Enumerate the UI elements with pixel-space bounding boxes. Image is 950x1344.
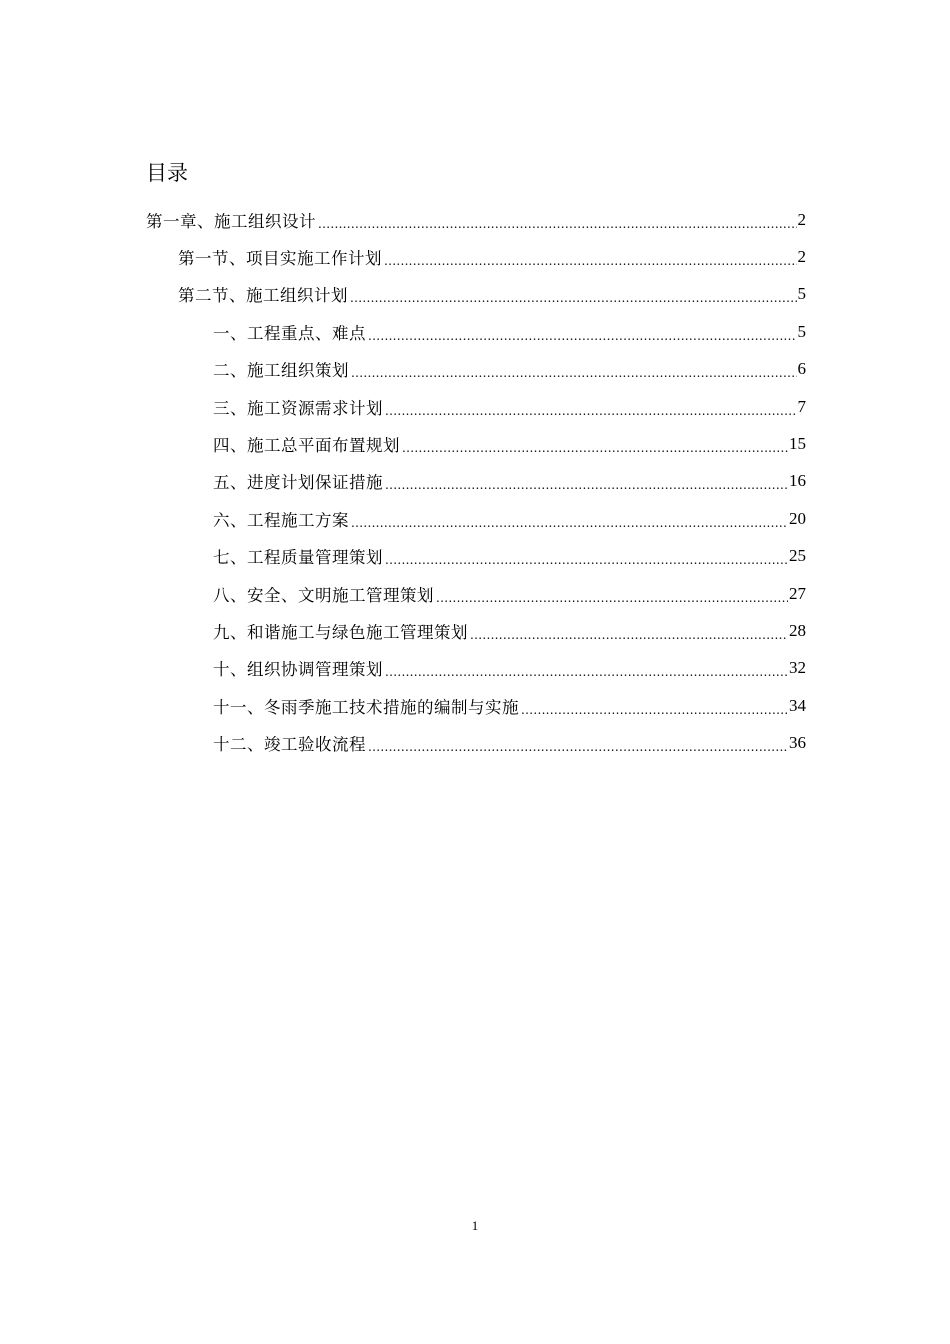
toc-entry-page: 34 xyxy=(789,695,806,715)
toc-entry-page: 6 xyxy=(797,359,806,379)
toc-dot-leader xyxy=(318,218,797,230)
toc-dot-leader xyxy=(351,517,788,529)
toc-entry[interactable] xyxy=(0,575,806,612)
toc-entry-page: 5 xyxy=(797,284,806,304)
toc-entry[interactable] xyxy=(0,500,806,537)
toc-dot-leader xyxy=(384,255,797,267)
toc-entry-page: 15 xyxy=(789,434,806,454)
toc-entry-title: 七、工程质量管理策划 xyxy=(213,548,383,568)
toc-dot-leader xyxy=(368,330,797,342)
toc-heading: 目录 xyxy=(146,161,188,185)
toc-dot-leader xyxy=(402,442,788,454)
toc-entry-page: 5 xyxy=(797,321,806,341)
toc-entry-title: 十一、冬雨季施工技术措施的编制与实施 xyxy=(213,697,519,717)
toc-dot-leader xyxy=(385,479,788,491)
table-of-contents xyxy=(0,201,950,762)
toc-entry-title: 四、施工总平面布置规划 xyxy=(213,436,400,456)
toc-entry-title: 二、施工组织策划 xyxy=(213,361,349,381)
toc-entry-page: 28 xyxy=(789,620,806,640)
toc-entry-page: 25 xyxy=(789,546,806,566)
toc-dot-leader xyxy=(385,666,788,678)
toc-dot-leader xyxy=(350,292,797,304)
toc-entry-title: 九、和谐施工与绿色施工管理策划 xyxy=(213,622,468,642)
toc-entry-title: 十、组织协调管理策划 xyxy=(213,660,383,680)
toc-entry-page: 2 xyxy=(797,209,806,229)
toc-entry[interactable] xyxy=(0,687,806,724)
toc-entry[interactable] xyxy=(0,388,806,425)
toc-entry-page: 16 xyxy=(789,471,806,491)
footer-page-number: 1 xyxy=(471,1218,479,1233)
toc-entry-title: 八、安全、文明施工管理策划 xyxy=(213,585,434,605)
toc-entry-title: 六、工程施工方案 xyxy=(213,510,349,530)
toc-entry-title: 一、工程重点、难点 xyxy=(213,323,366,343)
toc-entry-page: 27 xyxy=(789,583,806,603)
toc-entry[interactable] xyxy=(0,538,806,575)
toc-entry-page: 36 xyxy=(789,733,806,753)
toc-dot-leader xyxy=(521,704,788,716)
toc-entry-title: 三、施工资源需求计划 xyxy=(213,398,383,418)
toc-entry-title: 第一章、施工组织设计 xyxy=(146,211,316,231)
toc-entry[interactable] xyxy=(0,238,806,275)
toc-entry-page: 7 xyxy=(797,396,806,416)
toc-entry-title: 第二节、施工组织计划 xyxy=(178,286,348,306)
toc-entry[interactable] xyxy=(0,313,806,350)
toc-dot-leader xyxy=(351,367,797,379)
toc-dot-leader xyxy=(385,554,788,566)
toc-dot-leader xyxy=(470,629,788,641)
toc-entry[interactable] xyxy=(0,463,806,500)
toc-dot-leader xyxy=(368,741,788,753)
toc-entry-page: 32 xyxy=(789,658,806,678)
toc-entry[interactable] xyxy=(0,351,806,388)
toc-dot-leader xyxy=(436,592,788,604)
toc-entry-title: 十二、竣工验收流程 xyxy=(213,735,366,755)
toc-entry[interactable] xyxy=(0,724,806,761)
toc-entry-page: 2 xyxy=(797,247,806,267)
toc-entry[interactable] xyxy=(0,425,806,462)
toc-dot-leader xyxy=(385,405,797,417)
toc-entry-title: 五、进度计划保证措施 xyxy=(213,473,383,493)
toc-entry[interactable] xyxy=(0,276,806,313)
toc-entry-page: 20 xyxy=(789,508,806,528)
toc-entry[interactable] xyxy=(0,650,806,687)
toc-entry-title: 第一节、项目实施工作计划 xyxy=(178,249,382,269)
toc-entry[interactable] xyxy=(0,201,806,238)
toc-entry[interactable] xyxy=(0,612,806,649)
